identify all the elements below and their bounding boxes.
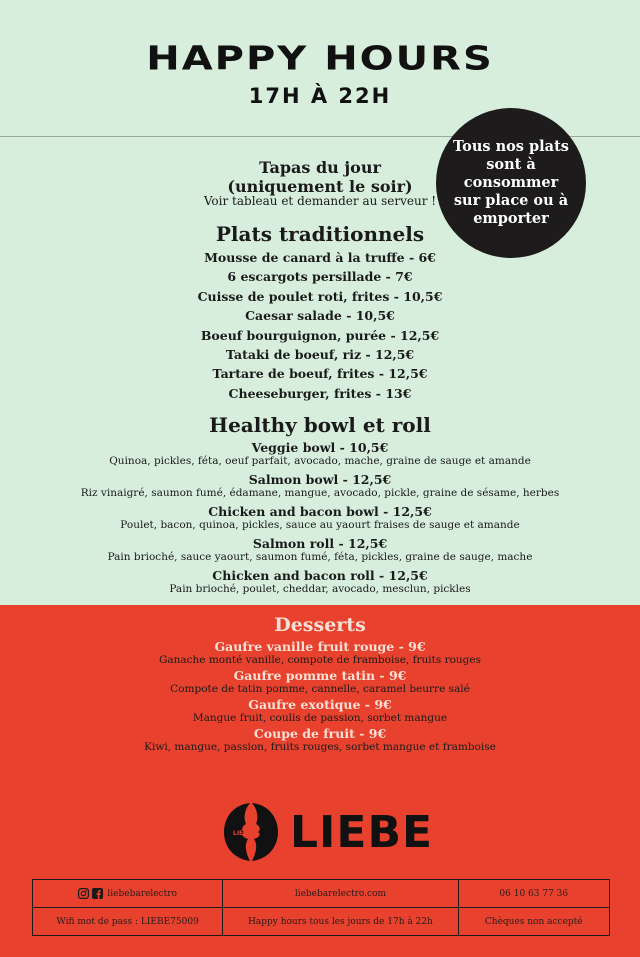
hours-subtitle: 17H À 22H	[248, 84, 392, 108]
dessert-name: Gaufre vanille fruit rouge - 9€	[214, 639, 426, 654]
wifi-password: Wifi mot de pass : LIEBE75009	[56, 916, 199, 927]
social-handle[interactable]: liebebarelectro	[107, 888, 177, 899]
cheques-note: Chèques non accepté	[458, 908, 609, 935]
brand-name: LIEBE	[290, 806, 434, 858]
menu-item-name: Chicken and bacon roll - 12,5€	[212, 568, 428, 583]
menu-item: 6 escargots persillade - 7€	[227, 269, 413, 285]
happy-hours-note: Happy hours tous les jours de 17h à 22h	[222, 908, 457, 935]
desserts-list	[0, 640, 640, 756]
menu-item: Caesar salade - 10,5€	[245, 308, 395, 324]
takeaway-badge-text: Tous nos plats sont à consommer sur place ou à emporter	[453, 138, 569, 227]
dessert-name: Gaufre exotique - 9€	[248, 697, 392, 712]
menu-item: Tataki de boeuf, riz - 12,5€	[225, 347, 415, 363]
dessert-desc: Compote de tatin pomme, cannelle, caramel beurre salé	[170, 683, 470, 695]
dessert-desc: Ganache monté vanille, compote de framboise, fruits rouges	[158, 654, 482, 666]
dessert-desc: Kiwi, mangue, passion, fruits rouges, sorbet mangue et framboise	[144, 741, 496, 753]
social-icons	[78, 888, 103, 899]
menu-item-desc: Riz vinaigré, saumon fumé, édamane, mangue, avocado, pickle, graine de sésame, herbes	[80, 487, 560, 499]
footer-row	[33, 880, 609, 907]
dessert-desc: Mangue fruit, coulis de passion, sorbet mangue	[192, 712, 448, 724]
desserts-title: Desserts	[274, 614, 366, 636]
dessert-name: Gaufre pomme tatin - 9€	[233, 668, 407, 683]
menu-item-desc: Quinoa, pickles, féta, oeuf parfait, avocado, mache, graine de sauge et amande	[109, 455, 531, 467]
brand-logo	[222, 801, 433, 863]
healthy-list	[0, 440, 640, 600]
menu-item: Tartare de boeuf, frites - 12,5€	[212, 366, 428, 382]
tapas-title-line2: (uniquement le soir)	[227, 177, 413, 196]
footer-info	[32, 879, 610, 936]
kiss-face-logo-icon	[222, 801, 280, 863]
menu-item-name: Chicken and bacon bowl - 12,5€	[208, 504, 432, 519]
menu-item: Cheeseburger, frites - 13€	[228, 385, 412, 401]
page-title: HAPPY HOURS	[146, 40, 494, 78]
menu-item-desc: Poulet, bacon, quinoa, pickles, sauce au yaourt fraises de sauge et amande	[120, 519, 520, 531]
instagram-icon	[78, 888, 89, 899]
menu-item: Mousse de canard à la truffe - 6€	[204, 250, 436, 265]
social-cell	[33, 880, 222, 907]
facebook-icon	[92, 888, 103, 899]
menu-item: Cuisse de poulet roti, frites - 10,5€	[197, 288, 443, 304]
menu-item-name: Veggie bowl - 10,5€	[251, 440, 389, 455]
footer-row	[33, 907, 609, 935]
tapas-title-line1: Tapas du jour	[259, 158, 381, 177]
healthy-title: Healthy bowl et roll	[209, 413, 431, 437]
menu-item-name: Salmon roll - 12,5€	[252, 536, 388, 551]
tapas-subtitle: Voir tableau et demander au serveur !	[203, 194, 437, 208]
menu-item-desc: Pain brioché, sauce yaourt, saumon fumé, féta, pickles, graine de sauge, mache	[107, 551, 533, 563]
menu-item-desc: Pain brioché, poulet, cheddar, avocado, mesclun, pickles	[169, 583, 471, 595]
menu-item-name: Salmon bowl - 12,5€	[248, 472, 392, 487]
tapas-title	[0, 158, 640, 196]
menu-item: Boeuf bourguignon, purée - 12,5€	[200, 327, 440, 343]
logo-small-text: LIEBE	[233, 830, 252, 837]
website-link[interactable]: liebebarelectro.com	[222, 880, 457, 907]
dessert-name: Coupe de fruit - 9€	[253, 726, 387, 741]
plats-list	[0, 248, 640, 403]
phone-number[interactable]: 06 10 63 77 36	[458, 880, 609, 907]
plats-title: Plats traditionnels	[215, 222, 425, 246]
